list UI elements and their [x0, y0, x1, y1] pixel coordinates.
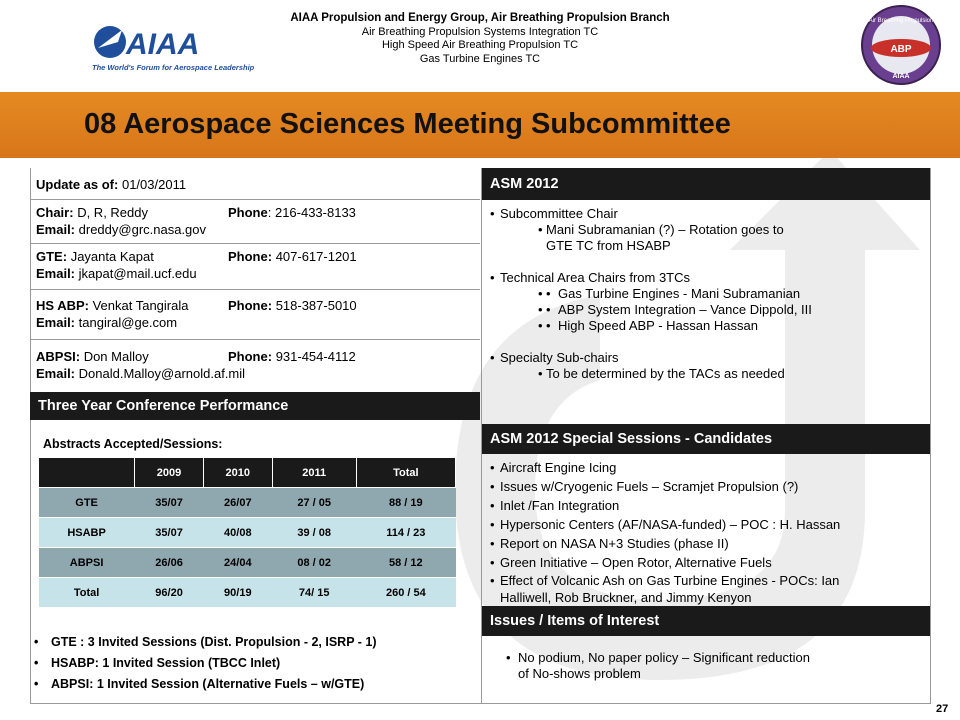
- list-item-text: High Speed ABP - Hassan Hassan: [558, 318, 758, 333]
- performance-table: [38, 457, 456, 608]
- phone-label: Phone:: [228, 298, 273, 313]
- right-column: [482, 168, 930, 687]
- contact-abpsi: [30, 340, 480, 392]
- list-item: • • Gas Turbine Engines - Mani Subramanian: [490, 286, 922, 302]
- list-item: • Technical Area Chairs from 3TCs: [490, 270, 922, 286]
- abp-ring-text: Air Breathing Propulsion: [868, 18, 934, 24]
- issues-body: [482, 636, 930, 687]
- header-line-2: Air Breathing Propulsion Systems Integration TC: [361, 25, 599, 38]
- contact-name: D, R, Reddy: [77, 205, 148, 220]
- header-line-3: High Speed Air Breathing Propulsion TC: [381, 39, 579, 51]
- table-header-cell: Total: [356, 458, 455, 488]
- list-item: • HSABP: 1 Invited Session (TBCC Inlet): [34, 653, 377, 674]
- table-cell: 24/04: [203, 548, 272, 578]
- phone-value: 518-387-5010: [275, 298, 357, 313]
- email-value: Donald.Malloy@arnold.af.mil: [78, 366, 246, 381]
- list-item-continuation: GTE TC from HSABP: [546, 238, 671, 253]
- contact-name: Jayanta Kapat: [70, 249, 154, 264]
- page-number: 27: [936, 703, 949, 715]
- table-cell: Total: [39, 578, 135, 608]
- phone-value: 407-617-1201: [275, 249, 357, 264]
- table-row: [39, 488, 456, 518]
- phone-label: Phone:: [228, 249, 273, 264]
- phone-label: Phone: [228, 205, 268, 220]
- table-header-cell: 2011: [272, 458, 356, 488]
- update-label: Update as of:: [36, 177, 119, 192]
- special-sessions-heading: ASM 2012 Special Sessions - Candidates: [482, 424, 930, 454]
- aiaa-tagline: The World's Forum for Aerospace Leadership: [92, 63, 255, 72]
- email-label: Email:: [36, 315, 76, 330]
- contact-name: Don Malloy: [83, 349, 149, 364]
- table-cell: 114 / 23: [356, 518, 455, 548]
- list-item-text: ABP System Integration – Vance Dippold, III: [558, 302, 812, 317]
- contact-name: Venkat Tangirala: [92, 298, 189, 313]
- list-item: • ABPSI: 1 Invited Session (Alternative Fuels – w/GTE): [34, 674, 377, 695]
- list-item: • Issues w/Cryogenic Fuels – Scramjet Propulsion (?): [490, 477, 922, 496]
- list-item: • Mani Subramanian (?) – Rotation goes to: [490, 222, 922, 238]
- contact-hsabp: [30, 290, 480, 340]
- list-item: • Aircraft Engine Icing: [490, 458, 922, 477]
- list-item: • Report on NASA N+3 Studies (phase II): [490, 534, 922, 553]
- list-item: • No podium, No paper policy – Significant reduction: [506, 650, 810, 665]
- issues-heading: Issues / Items of Interest: [482, 606, 930, 636]
- abp-emblem-icon: [860, 4, 942, 86]
- list-item-text: Gas Turbine Engines - Mani Subramanian: [558, 286, 801, 301]
- table-cell: 35/07: [135, 518, 204, 548]
- list-item: • To be determined by the TACs as needed: [490, 366, 922, 382]
- svg-text:AIAA: AIAA: [126, 28, 200, 61]
- phone-label: Phone:: [228, 349, 273, 364]
- table-row: [39, 518, 456, 548]
- page-title: 08 Aerospace Sciences Meeting Subcommittee: [84, 108, 731, 140]
- table-cell: 26/07: [203, 488, 272, 518]
- aiaa-logo-icon: [88, 12, 255, 76]
- update-value: 01/03/2011: [121, 177, 187, 192]
- table-cell: 08 / 02: [272, 548, 356, 578]
- table-cell: 27 / 05: [272, 488, 356, 518]
- contact-gte: [30, 244, 480, 290]
- performance-heading: Three Year Conference Performance: [30, 392, 480, 420]
- header-text: [230, 12, 730, 66]
- contact-role-label: Chair:: [36, 205, 74, 220]
- phone-value: : 216-433-8133: [267, 205, 356, 220]
- frame-bottom: [30, 703, 930, 704]
- list-item: • • High Speed ABP - Hassan Hassan: [490, 318, 922, 334]
- abp-bottom-text: AIAA: [892, 73, 910, 80]
- table-cell: 40/08: [203, 518, 272, 548]
- table-header-row: [39, 458, 456, 488]
- asm2012-heading: ASM 2012: [482, 168, 930, 200]
- invited-sessions-list: [34, 632, 377, 695]
- email-value: dreddy@grc.nasa.gov: [78, 222, 207, 237]
- list-item: • • ABP System Integration – Vance Dippold, III: [490, 302, 922, 318]
- list-item: • Effect of Volcanic Ash on Gas Turbine Engines - POCs: Ian: [490, 572, 922, 589]
- table-header-cell: 2009: [135, 458, 204, 488]
- table-cell: 35/07: [135, 488, 204, 518]
- table-cell: 90/19: [203, 578, 272, 608]
- header-line-4: Gas Turbine Engines TC: [419, 52, 541, 65]
- table-row: [39, 548, 456, 578]
- table-row: [39, 578, 456, 608]
- list-item-continuation: Halliwell, Rob Bruckner, and Jimmy Kenyon: [500, 590, 752, 605]
- list-item-text: No podium, No paper policy – Significant reduction: [518, 650, 810, 665]
- asm2012-body: [482, 200, 930, 424]
- list-item: • Subcommittee Chair: [490, 206, 922, 222]
- email-label: Email:: [36, 222, 76, 237]
- list-item-continuation: of No-shows problem: [518, 666, 641, 681]
- list-item: • Hypersonic Centers (AF/NASA-funded) – POC : H. Hassan: [490, 515, 922, 534]
- table-cell: 26/06: [135, 548, 204, 578]
- abp-center-text: ABP: [890, 44, 912, 55]
- table-cell: 58 / 12: [356, 548, 455, 578]
- header-line-1: AIAA Propulsion and Energy Group, Air Breathing Propulsion Branch: [290, 12, 670, 24]
- update-row: [30, 168, 480, 200]
- email-label: Email:: [36, 366, 76, 381]
- table-cell: 260 / 54: [356, 578, 455, 608]
- contact-role-label: ABPSI:: [36, 349, 81, 364]
- contact-role-label: HS ABP:: [36, 298, 89, 313]
- email-label: Email:: [36, 266, 76, 281]
- special-sessions-body: [482, 454, 930, 606]
- table-cell: 39 / 08: [272, 518, 356, 548]
- list-item: • Inlet /Fan Integration: [490, 496, 922, 515]
- list-item: • Specialty Sub-chairs: [490, 350, 922, 366]
- table-cell: 74/ 15: [272, 578, 356, 608]
- table-cell: GTE: [39, 488, 135, 518]
- contact-chair: [30, 200, 480, 244]
- email-value: jkapat@mail.ucf.edu: [78, 266, 197, 281]
- frame-right: [930, 168, 931, 704]
- table-cell: 96/20: [135, 578, 204, 608]
- table-header-cell: 2010: [203, 458, 272, 488]
- table-cell: 88 / 19: [356, 488, 455, 518]
- list-item: • GTE : 3 Invited Sessions (Dist. Propulsion - 2, ISRP - 1): [34, 632, 377, 653]
- abstracts-label: Abstracts Accepted/Sessions:: [43, 437, 223, 451]
- left-column: [30, 168, 480, 420]
- list-item: • Green Initiative – Open Rotor, Alternative Fuels: [490, 553, 922, 572]
- contact-role-label: GTE:: [36, 249, 68, 264]
- table-cell: ABPSI: [39, 548, 135, 578]
- table-header-cell: [39, 458, 135, 488]
- email-value: tangiral@ge.com: [78, 315, 178, 330]
- table-cell: HSABP: [39, 518, 135, 548]
- phone-value: 931-454-4112: [275, 349, 356, 364]
